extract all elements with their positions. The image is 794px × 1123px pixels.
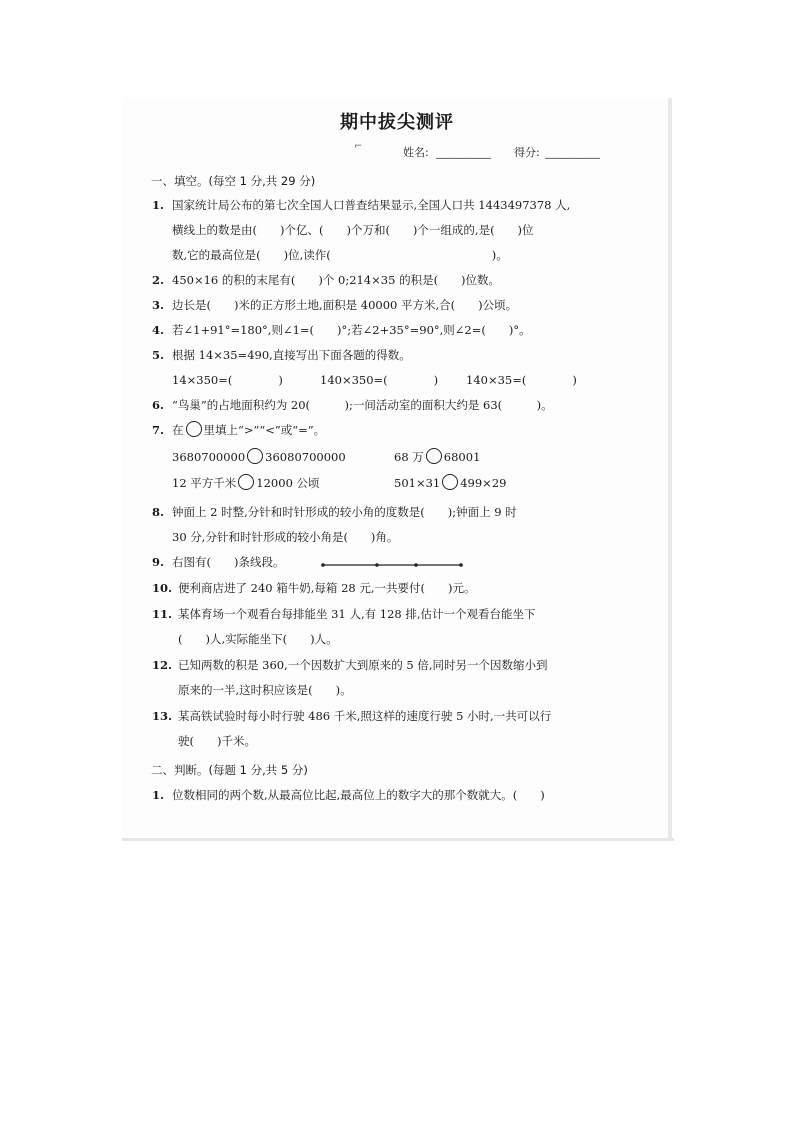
line-segment-figure — [320, 556, 465, 572]
q10-line1: 便利商店进了 240 箱牛奶,每箱 28 元,一共要付( )元。 — [178, 581, 476, 595]
q13-line1: 某高铁试验时每小时行驶 486 千米,照这样的速度行驶 5 小时,一共可以行 — [178, 709, 552, 723]
q11-line1: 某体育场一个观看台每排能坐 31 人,有 128 排,估计一个观看台能坐下 — [178, 607, 536, 621]
q9-number: 9. — [152, 555, 165, 569]
q7-compare-4 — [394, 474, 506, 490]
segment-point — [414, 563, 418, 567]
q7-pre: 在 — [172, 423, 184, 437]
q1-line3: 数,它的最高位是( )位,读作( )。 — [172, 248, 508, 262]
compare-left: 12 平方千米 — [172, 476, 237, 490]
compare-right: 499×29 — [460, 476, 507, 490]
q7-compare-2 — [394, 448, 480, 465]
q11-number: 11. — [152, 607, 173, 621]
q12-line1: 已知两数的积是 360,一个因数扩大到原来的 5 倍,同时另一个因数缩小到 — [178, 658, 548, 672]
q4-number: 4. — [152, 323, 165, 337]
compare-left: 501×31 — [394, 476, 441, 490]
q5-line1: 根据 14×35=490,直接写出下面各题的得数。 — [172, 348, 411, 362]
compare-right: 68001 — [443, 450, 481, 464]
q11-line2: ( )人,实际能坐下( )人。 — [178, 632, 338, 646]
circle-icon — [186, 421, 202, 437]
q7-compare-3 — [172, 474, 320, 491]
q4-line1: 若∠1+91°=180°,则∠1=( )°;若∠2+35°=90°,则∠2=( )°。 — [172, 323, 531, 337]
scan-mark: ⌐ — [354, 141, 363, 152]
segment-point — [375, 563, 379, 567]
compare-circle-icon[interactable] — [247, 448, 263, 464]
q1-line1: 国家统计局公布的第七次全国人口普查结果显示,全国人口共 1443497378 人, — [172, 198, 571, 212]
q13-number: 13. — [152, 709, 173, 723]
q3-number: 3. — [152, 298, 165, 312]
q6-line1: “鸟巢”的占地面积约为 20( );一间活动室的面积大约是 63( )。 — [172, 398, 553, 412]
q12-line2: 原来的一半,这时积应该是( )。 — [178, 683, 352, 697]
q13-line2: 驶( )千米。 — [178, 734, 256, 748]
compare-circle-icon[interactable] — [442, 474, 458, 490]
q8-line2: 30 分,分针和时针形成的较小角是( )角。 — [172, 530, 399, 544]
q5-item-a: 14×350=( ) — [172, 373, 283, 387]
q9-line1: 右图有( )条线段。 — [172, 555, 285, 569]
q10-number: 10. — [152, 581, 173, 595]
q2-number: 2. — [152, 273, 165, 287]
j1-line1: 位数相同的两个数,从最高位比起,最高位上的数字大的那个数就大。( ) — [172, 788, 545, 802]
q5-number: 5. — [152, 348, 165, 362]
q7-post: 里填上“>”“<”或“=”。 — [203, 423, 326, 437]
name-label: 姓名: — [403, 146, 429, 159]
compare-left: 68 万 — [394, 450, 424, 464]
sheet-shadow-bottom — [122, 838, 674, 841]
compare-right: 12000 公顷 — [256, 476, 320, 490]
q1-line2: 横线上的数是由( )个亿、( )个万和( )个一组成的,是( )位 — [172, 223, 534, 237]
q5-item-b: 140×350=( ) — [320, 373, 439, 387]
compare-circle-icon[interactable] — [238, 474, 254, 490]
q7-number: 7. — [152, 423, 165, 437]
sheet-shadow-right — [668, 98, 672, 840]
j1-number: 1. — [152, 788, 165, 802]
q6-number: 6. — [152, 398, 165, 412]
q2-line1: 450×16 的积的末尾有( )个 0;214×35 的积是( )位数。 — [172, 273, 501, 287]
q5-item-c: 140×35=( ) — [466, 373, 577, 387]
compare-circle-icon[interactable] — [426, 448, 442, 464]
section-heading-fill-blank: 一、填空。(每空 1 分,共 29 分) — [151, 174, 316, 188]
name-blank[interactable]: __________ — [436, 146, 491, 159]
section-heading-true-false: 二、判断。(每题 1 分,共 5 分) — [151, 763, 308, 777]
q12-number: 12. — [152, 658, 173, 672]
page-title: 期中拔尖测评 — [340, 112, 454, 133]
q3-line1: 边长是( )米的正方形土地,面积是 40000 平方米,合( )公顷。 — [172, 298, 518, 312]
q1-number: 1. — [152, 198, 165, 212]
segment-point — [321, 563, 325, 567]
segment-point — [459, 563, 463, 567]
q8-line1: 钟面上 2 时整,分针和时针形成的较小角的度数是( );钟面上 9 时 — [172, 505, 517, 519]
compare-left: 3680700000 — [172, 450, 246, 464]
q8-number: 8. — [152, 505, 165, 519]
q7-compare-1 — [172, 448, 346, 464]
score-label: 得分: — [514, 146, 540, 159]
score-blank[interactable]: __________ — [545, 146, 600, 159]
q7-instruction — [172, 421, 325, 438]
compare-right: 36080700000 — [265, 450, 346, 464]
